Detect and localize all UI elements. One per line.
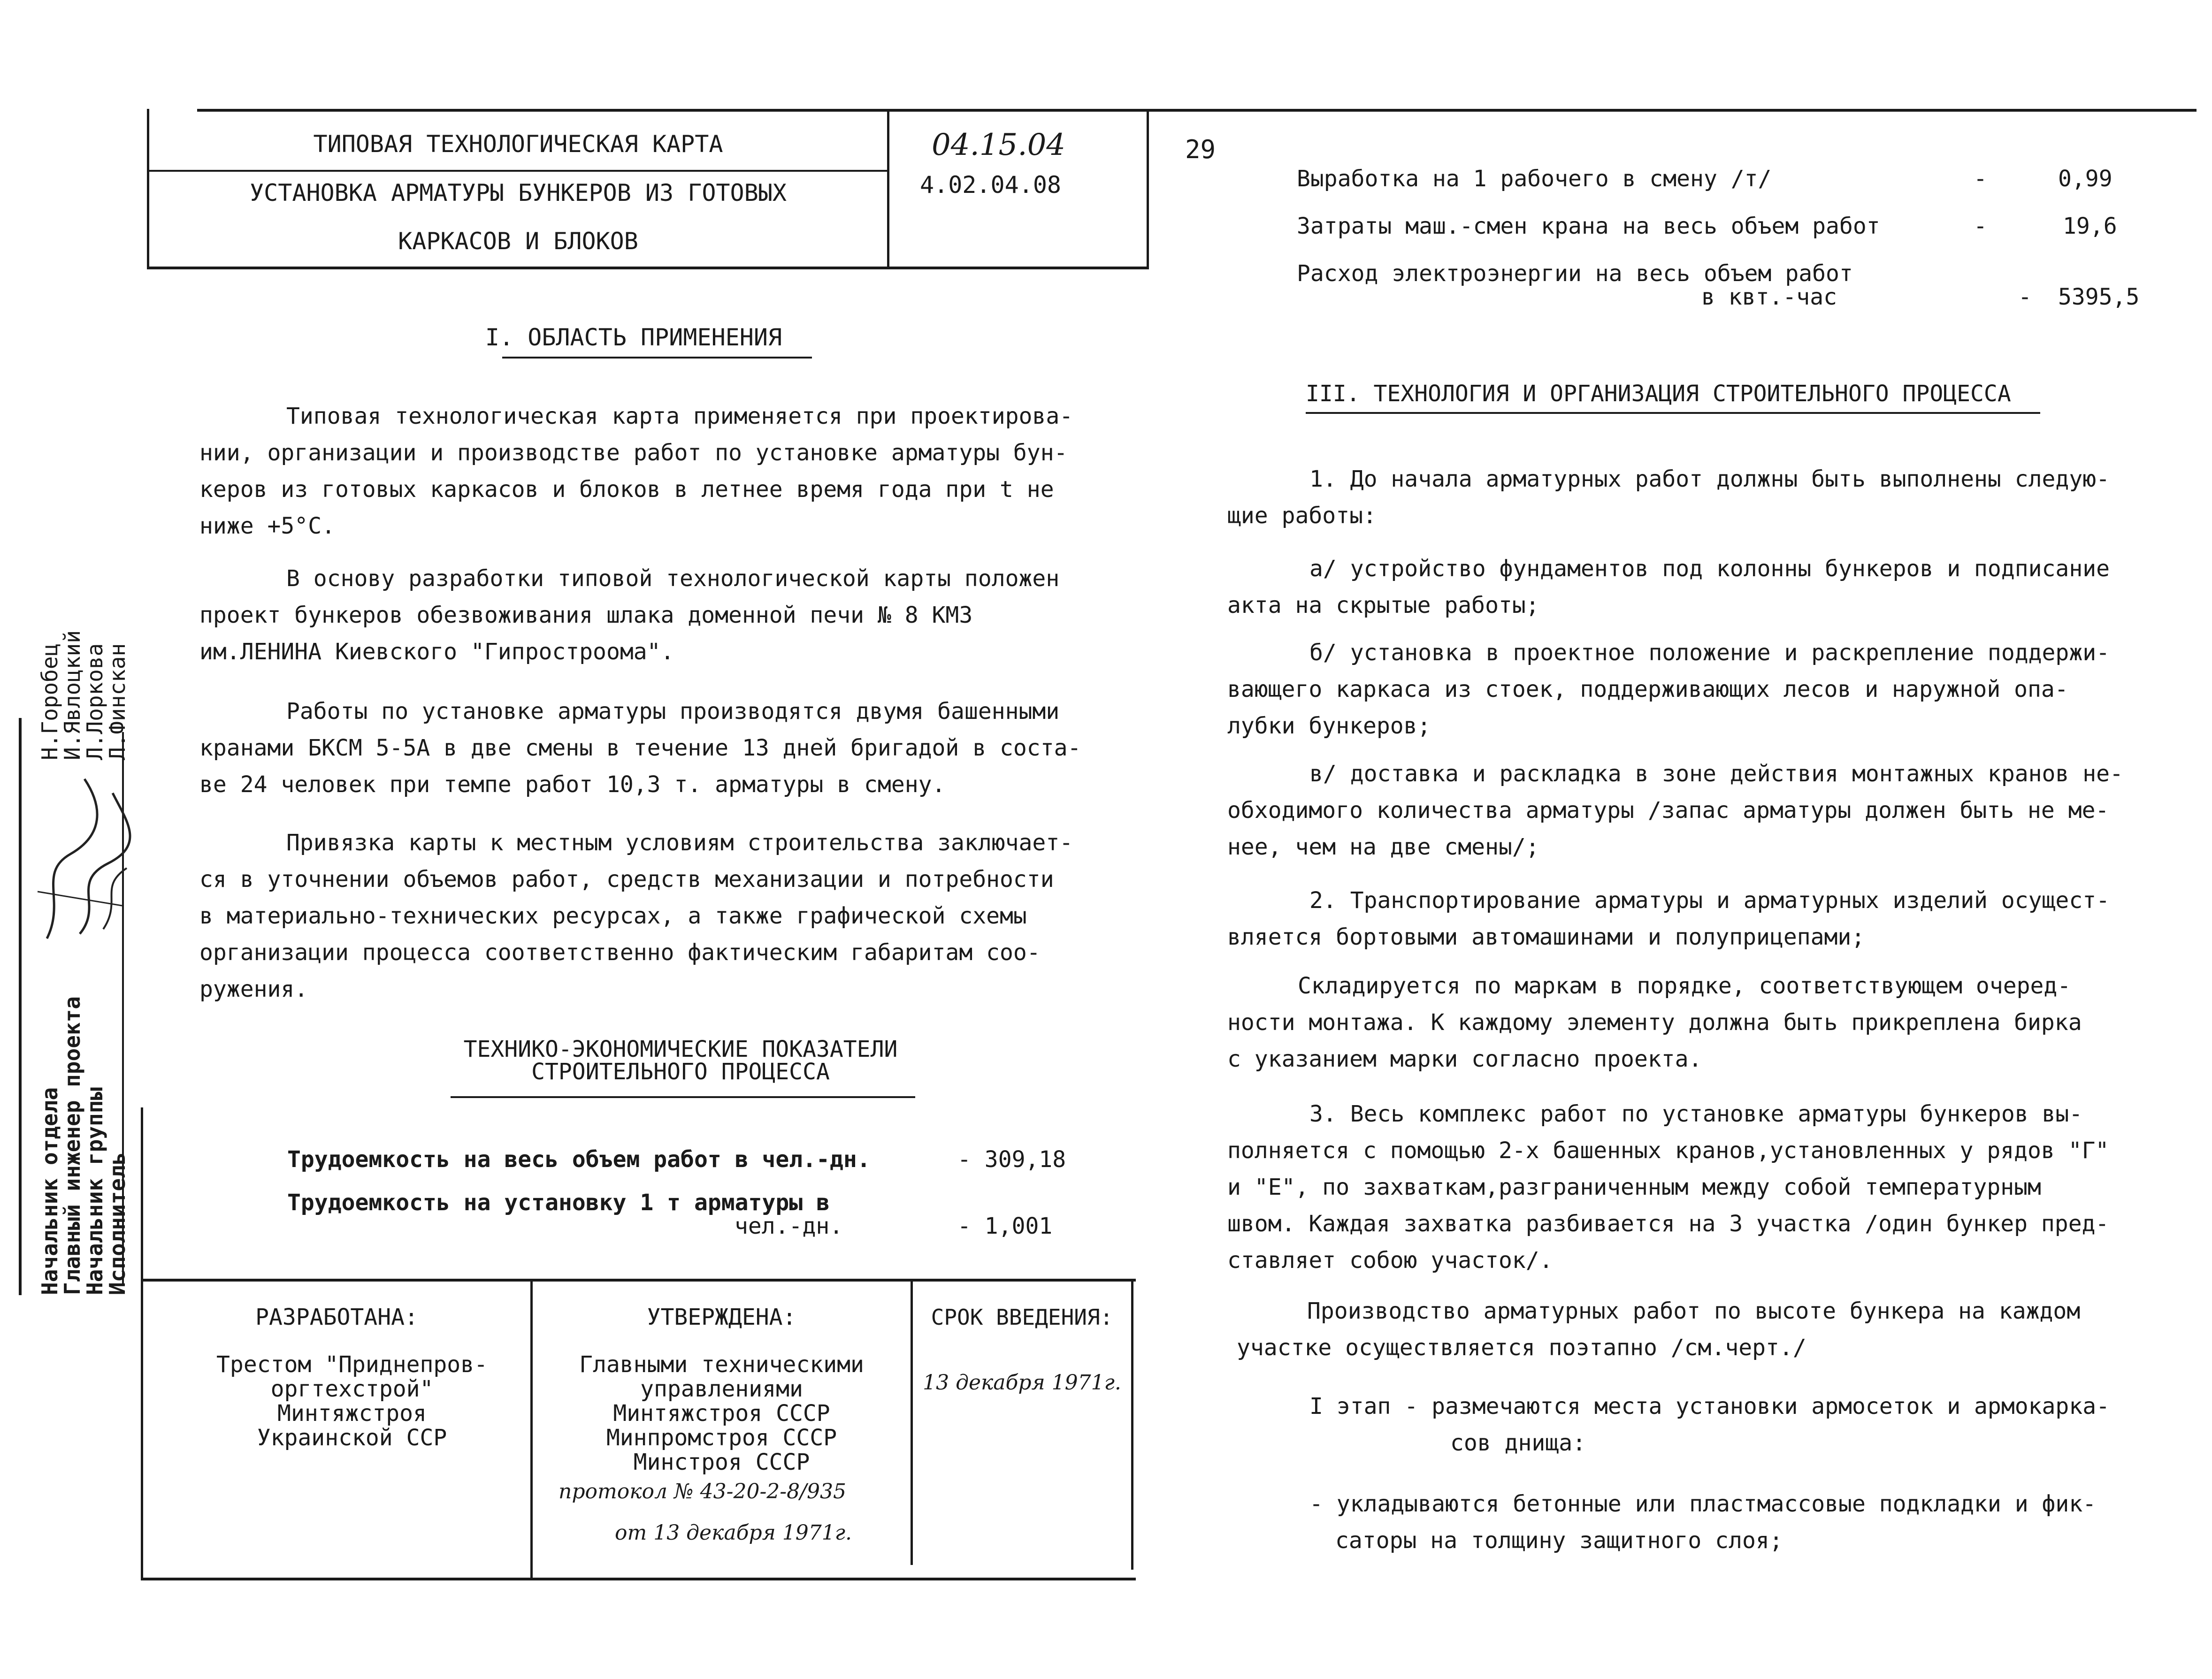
developed-by-heading: РАЗРАБОТАНА: [255, 1304, 418, 1330]
developed-by-org: Трестом "Приднепров- оргтехстрой" Минтяжстроя Украинской ССР [216, 1351, 488, 1451]
item-1c: в/ доставка и раскладка в зоне действия монтажных кранов не- обходимого количества арматуры /запас арматуры должен быть не ме- нее, чем на две смены/; [1227, 761, 2123, 860]
item-3: 3. Весь комплекс работ по установке арматуры бункеров вы- полняется с помощью 2-х башенных кранов,установленных у рядов "Г" и "Е", по захваткам,разграниченным между собой температурным швом. Каждая захватка разбивается на 3 участка /один бункер пред- ставляет собою участок/. [1227, 1101, 2109, 1274]
item-1: 1. До начала арматурных работ должны быть выполнены следую- щие работы: [1227, 466, 2110, 529]
approval-date: от 13 декабря 1971г. [615, 1521, 852, 1545]
stamp-title-3: Начальник группы [82, 1087, 107, 1295]
effective-date: 13 декабря 1971г. [923, 1371, 1121, 1395]
item-2: 2. Транспортирование арматуры и арматурных изделий осущест- вляется бортовыми автомашинами и полуприцепами; [1227, 887, 2110, 950]
output-per-worker-dash: - [1974, 166, 1987, 192]
section3-heading: III. ТЕХНОЛОГИЯ И ОРГАНИЗАЦИЯ СТРОИТЕЛЬНОГО ПРОЦЕССА [1306, 381, 2011, 407]
crane-shifts-dash: - [1974, 213, 1987, 239]
stamp-title-1: Начальник отдела [37, 1087, 62, 1295]
item-2-continued: Складируется по маркам в порядке, соответствующем очеред- ности монтажа. К каждому элементу должна быть прикреплена бирка с указанием марки согласно проекта. [1227, 973, 2082, 1072]
paragraph-scope: Типовая технологическая карта применяется при проектирова- нии, организации и производстве работ по установке арматуры бун- керов из готовых каркасов и блоков в летнее время года при t не ниже +5°С. [199, 403, 1073, 539]
electricity-dash: - [2018, 284, 2032, 310]
labor-total-label: Трудоемкость на весь объем работ в чел.-дн. [287, 1146, 871, 1173]
labor-per-ton-label-line2: чел.-дн. [735, 1213, 843, 1239]
stamp-name-1: Н.Горобец [37, 643, 62, 760]
paragraph-works: Работы по установке арматуры производятся двумя башенными кранами БКСМ 5-5А в две смены в течение 13 дней бригадой в соста- ве 24 человек при темпе работ 10,3 т. арматуры в смену. [199, 698, 1081, 798]
paragraph-production: Производство арматурных работ по высоте бункера на каждом участке осуществляется поэтапно /см.черт./ [1237, 1298, 2081, 1361]
labor-total-value: - 309,18 [957, 1146, 1066, 1173]
header-title-line1: ТИПОВАЯ ТЕХНОЛОГИЧЕСКАЯ КАРТА [313, 130, 723, 158]
stage-1-item: - укладываются бетонные или пластмассовые подкладки и фик- саторы на толщину защитного слоя; [1309, 1491, 2097, 1554]
stamp-name-2: И.Явлоцкий [60, 630, 85, 760]
electricity-value: 5395,5 [2058, 284, 2140, 310]
electricity-label-line2: в квт.-час [1701, 284, 1837, 310]
stamp-title-4: Исполнитель [105, 1152, 130, 1295]
header-code-typed: 4.02.04.08 [920, 171, 1062, 198]
header-title-line2: УСТАНОВКА АРМАТУРЫ БУНКЕРОВ ИЗ ГОТОВЫХ [250, 179, 787, 206]
item-1b: б/ установка в проектное положение и раскрепление поддержи- вающего каркаса из стоек, поддерживающих лесов и наружной опа- лубки бункеров; [1227, 640, 2110, 739]
tech-econ-heading-line1: ТЕХНИКО-ЭКОНОМИЧЕСКИЕ ПОКАЗАТЕЛИ [463, 1036, 898, 1062]
electricity-label-line1: Расход электроэнергии на весь объем работ [1297, 260, 1853, 287]
approval-protocol: протокол № 43-20-2-8/935 [559, 1480, 846, 1503]
stamp-name-3: Л.Лоркова [82, 643, 107, 760]
header-title-line3: КАРКАСОВ И БЛОКОВ [398, 228, 638, 255]
tech-econ-heading-line2: СТРОИТЕЛЬНОГО ПРОЦЕССА [531, 1059, 830, 1085]
crane-shifts-value: 19,6 [2063, 213, 2117, 239]
item-1a: а/ устройство фундаментов под колонны бункеров и подписание акта на скрытые работы; [1227, 556, 2110, 618]
paragraph-basis: В основу разработки типовой технологической карты положен проект бункеров обезвоживания шлака доменной печи № 8 КМЗ им.ЛЕНИНА Киевского "Гипростроома". [199, 565, 1060, 665]
effective-date-heading: СРОК ВВЕДЕНИЯ: [931, 1305, 1113, 1330]
stamp-title-2: Главный инженер проекта [60, 996, 85, 1295]
stamp-name-4: Л.Финскан [105, 643, 130, 760]
section1-heading: I. ОБЛАСТЬ ПРИМЕНЕНИЯ [485, 324, 782, 351]
approved-by-org: Главными техническими управлениями Минтяжстроя СССР Минпромстроя СССР Минстроя СССР [579, 1351, 864, 1475]
crane-shifts-label: Затраты маш.-смен крана на весь объем работ [1297, 213, 1880, 239]
labor-per-ton-value: - 1,001 [957, 1213, 1053, 1239]
page-number: 29 [1185, 135, 1216, 164]
output-per-worker-value: 0,99 [2058, 166, 2112, 192]
signatures-scribble [28, 751, 141, 948]
labor-per-ton-label-line1: Трудоемкость на установку 1 т арматуры в [287, 1190, 830, 1216]
header-code-handwritten: 04.15.04 [932, 128, 1065, 162]
paragraph-binding: Привязка карты к местным условиям строительства заключает- ся в уточнении объемов работ, средств механизации и потребности в материально-технических ресурсах, а также графической схемы организации процесса соответственно фактическим габаритам соо- ружения. [199, 830, 1073, 1002]
output-per-worker-label: Выработка на 1 рабочего в смену /т/ [1297, 166, 1772, 192]
stage-1: I этап - размечаются места установки армосеток и армокарка- сов днища: [1309, 1393, 2110, 1456]
approved-by-heading: УТВЕРЖДЕНА: [647, 1304, 796, 1330]
